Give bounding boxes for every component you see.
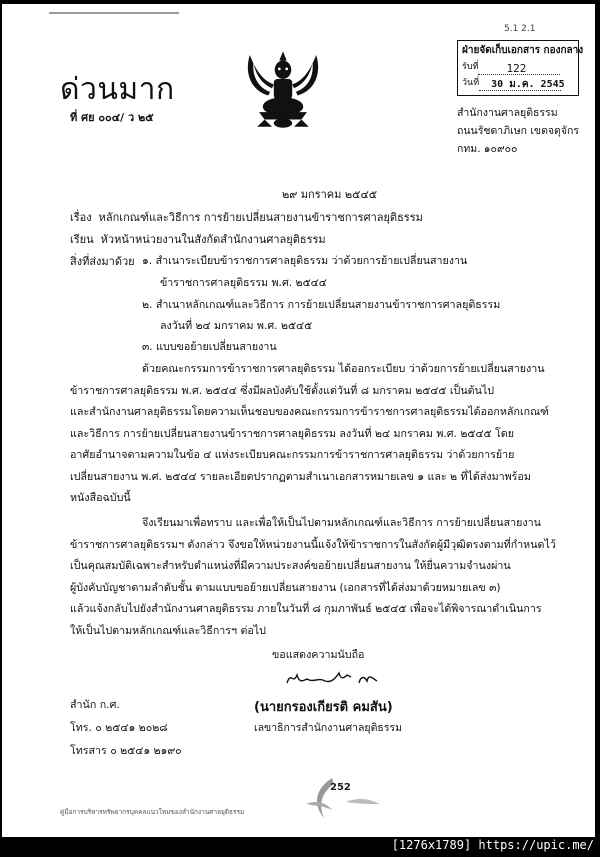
- urgency-title: ด่วนมาก: [60, 72, 175, 107]
- stamp-received-label: รับที่: [462, 62, 479, 72]
- image-watermark: [1276x1789] https://upic.me/: [391, 838, 594, 852]
- paragraph-2-line: เป็นคุณสมบัติเฉพาะสำหรับตำแหน่งที่มีความประสงค์ขอย้ายเปลี่ยนสายงาน ให้ยื่นความจำนงผ่าน: [70, 559, 511, 572]
- paragraph-2-line: ผู้บังคับบัญชาตามลำดับชั้น ตามแบบขอย้ายเปลี่ยนสายงาน (เอกสารที่ได้ส่งมาด้วยหมายเลข ๓): [70, 581, 501, 594]
- signer-title: เลขาธิการสำนักงานศาลยุติธรรม: [254, 722, 403, 734]
- enclosures-label: สิ่งที่ส่งมาด้วย: [70, 255, 135, 268]
- reference-number: ที่ ศย ๐๐๔/ ว ๒๕: [70, 111, 154, 124]
- document-page: [2, 4, 595, 837]
- enclosure-2-line-1: ๒. สำเนาหลักเกณฑ์และวิธีการ การย้ายเปลี่ยนสายงานข้าราชการศาลยุติธรรม: [142, 298, 501, 311]
- signer-name: (นายกรองเกียรติ คมสัน): [254, 700, 393, 715]
- enclosure-3-line-1: ๓. แบบขอย้ายเปลี่ยนสายงาน: [142, 340, 277, 353]
- paragraph-1-line: เปลี่ยนสายงาน พ.ศ. ๒๕๔๔ รายละเอียดปรากฏตามสำเนาเอกสารหมายเลข ๑ และ ๒ ที่ได้ส่งมาพร้อม: [70, 470, 531, 483]
- enclosure-1-line-1: ๑. สำเนาระเบียบข้าราชการศาลยุติธรรม ว่าด้วยการย้ายเปลี่ยนสายงาน: [142, 254, 468, 267]
- paragraph-1-line: หนังสือฉบับนี้: [70, 491, 131, 504]
- address-line-2: ถนนรัชดาภิเษก เขตจตุจักร: [457, 125, 580, 137]
- paragraph-1-line: และวิธีการ การย้ายเปลี่ยนสายงานข้าราชการศาลยุติธรรม ลงวันที่ ๒๔ มกราคม พ.ศ. ๒๕๔๕ โดย: [70, 427, 514, 440]
- scan-artifact-line: [49, 12, 179, 14]
- office-fax: โทรสาร ๐ ๒๕๔๑ ๒๑๙๐: [70, 744, 182, 757]
- enclosure-1-line-2: ข้าราชการศาลยุติธรรม พ.ศ. ๒๕๔๔: [160, 276, 327, 289]
- subject-label: เรื่อง: [70, 211, 92, 224]
- letter-date: ๒๙ มกราคม ๒๕๔๕: [282, 188, 378, 201]
- paragraph-2-line: แล้วแจ้งกลับไปยังสำนักงานศาลยุติธรรม ภายในวันที่ ๘ กุมภาพันธ์ ๒๕๔๕ เพื่อจะได้พิจารณาดำเนินการ: [70, 602, 542, 615]
- paragraph-2-line: ให้เป็นไปตามหลักเกณฑ์และวิธีการฯ ต่อไป: [70, 624, 266, 637]
- address-line-3: กทม. ๑๐๙๐๐: [457, 143, 518, 155]
- signature-icon: [285, 665, 385, 691]
- booklet-caption: คู่มือการบริหารทรัพยากรบุคคลแนวใหม่ของสำนักงานศาลยุติธรรม: [60, 808, 245, 816]
- stamp-date-label: วันที่: [462, 78, 480, 88]
- office-phone: โทร. ๐ ๒๕๔๑ ๒๐๒๘: [70, 721, 168, 734]
- paragraph-1-line: ข้าราชการศาลยุติธรรม พ.ศ. ๒๕๔๔ ซึ่งมีผลบังคับใช้ตั้งแต่วันที่ ๘ มกราคม ๒๕๔๕ เป็นต้นไป: [70, 384, 495, 397]
- paragraph-1-line: อาศัยอำนาจตามความในข้อ ๔ แห่งระเบียบคณะกรรมการข้าราชการศาลยุติธรรม ว่าด้วยการย้าย: [70, 448, 515, 461]
- office-name: สำนัก ก.ศ.: [70, 698, 120, 711]
- subject-text: หลักเกณฑ์และวิธีการ การย้ายเปลี่ยนสายงานข้าราชการศาลยุติธรรม: [98, 211, 423, 224]
- paragraph-2-line: จึงเรียนมาเพื่อทราบ และเพื่อให้เป็นไปตามหลักเกณฑ์และวิธีการ การย้ายเปลี่ยนสายงาน: [142, 516, 541, 529]
- stamp-received-number: 122: [506, 62, 527, 75]
- to-text: หัวหน้าหน่วยงานในสังกัดสำนักงานศาลยุติธรรม: [100, 233, 326, 246]
- to-label: เรียน: [70, 233, 94, 246]
- paragraph-1-line: ด้วยคณะกรรมการข้าราชการศาลยุติธรรม ได้ออกระเบียบ ว่าด้วยการย้ายเปลี่ยนสายงาน: [142, 362, 545, 375]
- receiving-stamp: [457, 40, 584, 96]
- closing: ขอแสดงความนับถือ: [272, 648, 365, 661]
- paragraph-1-line: และสำนักงานศาลยุติธรรมโดยความเห็นชอบของคณะกรรมการข้าราชการศาลยุติธรรมได้ออกหลักเกณฑ์: [70, 405, 549, 418]
- stamp-department: ฝ่ายจัดเก็บเอกสาร กองกลาง: [462, 45, 584, 56]
- address-line-1: สำนักงานศาลยุติธรรม: [457, 107, 558, 119]
- paragraph-2-line: ข้าราชการศาลยุติธรรมฯ ดังกล่าว จึงขอให้หน่วยงานนี้แจ้งให้ข้าราชการในสังกัดผู้มีวุฒิตรงตามที่กำหนดไว้: [70, 538, 556, 551]
- stamp-code: 5.1 2.1: [504, 24, 536, 34]
- stamp-date: 30 ม.ค. 2545: [491, 79, 565, 90]
- page-number: 252: [330, 782, 351, 793]
- garuda-emblem-icon: [237, 44, 329, 136]
- enclosure-2-line-2: ลงวันที่ ๒๔ มกราคม พ.ศ. ๒๕๔๕: [160, 319, 313, 332]
